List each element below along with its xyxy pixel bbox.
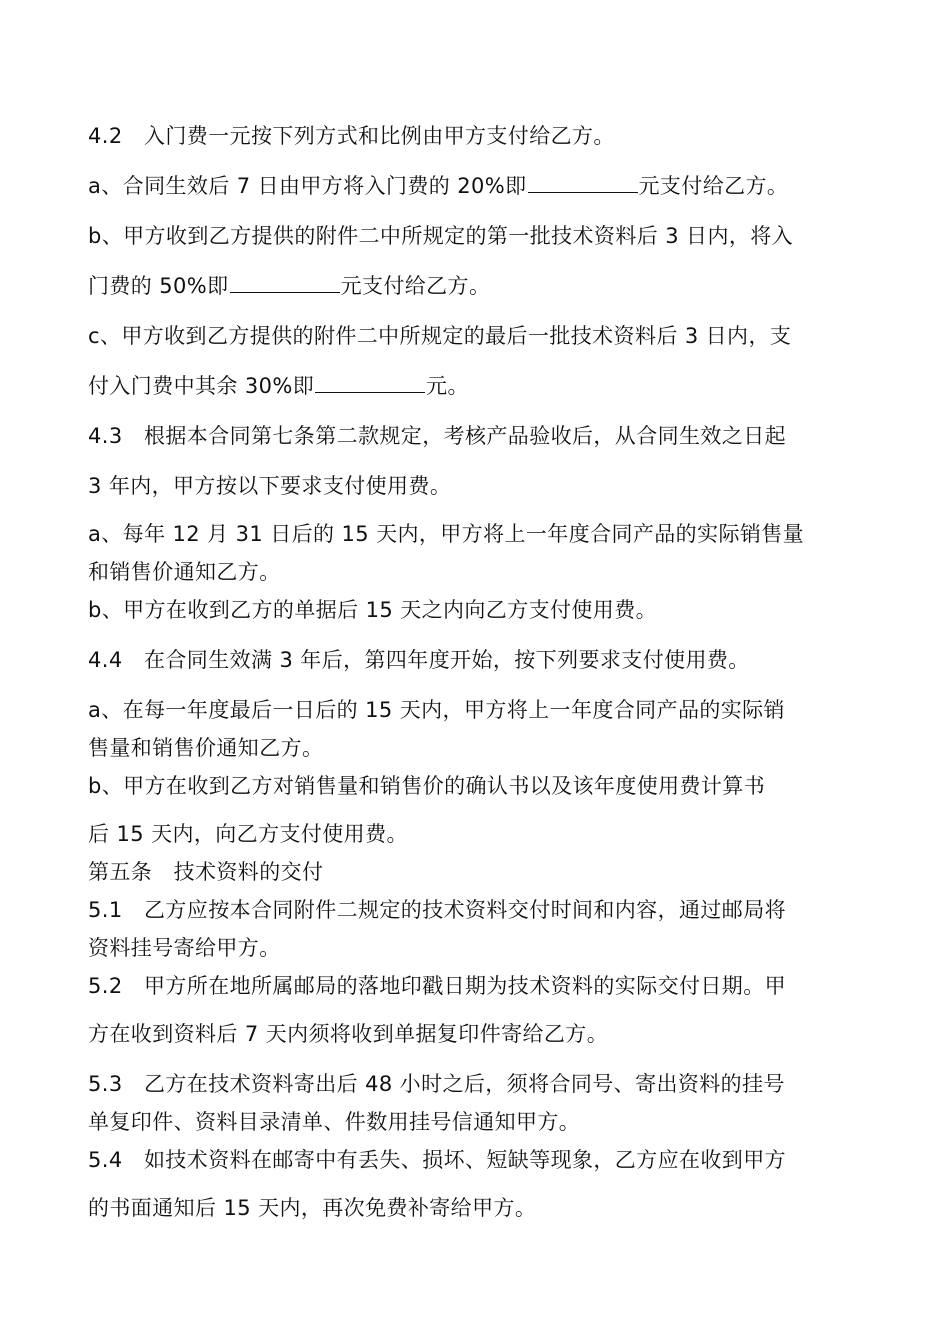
- clause-4-4-line-1: 4.4 在合同生效满 3 年后，第四年度开始，按下列要求支付使用费。: [88, 648, 750, 672]
- clause-4-2-line-1: 4.2 入门费一元按下列方式和比例由甲方支付给乙方。: [88, 124, 615, 148]
- clause-4-3-b-line-1: b、甲方在收到乙方的单据后 15 天之内向乙方支付使用费。: [88, 598, 657, 622]
- clause-4-3-line-1: 4.3 根据本合同第七条第二款规定，考核产品验收后，从合同生效之日起: [88, 424, 786, 448]
- clause-5-2-line-2: 方在收到资料后 7 天内须将收到单据复印件寄给乙方。: [88, 1022, 609, 1046]
- clause-5-3-line-2: 单复印件、资料目录清单、件数用挂号信通知甲方。: [88, 1110, 581, 1134]
- clause-text: 元支付给乙方。: [340, 274, 491, 298]
- clause-text: 付入门费中其余 30%即: [88, 374, 315, 398]
- amount-blank-20-percent[interactable]: [528, 172, 638, 193]
- article-5-title: 第五条 技术资料的交付: [88, 860, 324, 884]
- clause-5-1-line-1: 5.1 乙方应按本合同附件二规定的技术资料交付时间和内容，通过邮局将: [88, 898, 786, 922]
- clause-text: 门费的 50%即: [88, 274, 229, 298]
- clause-5-1-line-2: 资料挂号寄给甲方。: [88, 936, 281, 960]
- clause-4-2-b-line-2: [88, 272, 490, 300]
- clause-text: a、合同生效后 7 日由甲方将入门费的 20%即: [88, 174, 527, 198]
- clause-4-4-b-line-1: b、甲方在收到乙方对销售量和销售价的确认书以及该年度使用费计算书: [88, 774, 766, 798]
- clause-4-4-a-line-2: 售量和销售价通知乙方。: [88, 736, 324, 760]
- clause-4-2-c-line-2: [88, 372, 469, 400]
- clause-4-3-line-2: 3 年内，甲方按以下要求支付使用费。: [88, 474, 452, 498]
- clause-5-4-line-2: 的书面通知后 15 天内，再次免费补寄给甲方。: [88, 1196, 537, 1220]
- amount-blank-50-percent[interactable]: [230, 272, 340, 293]
- clause-4-2-c-line-1: c、甲方收到乙方提供的附件二中所规定的最后一批技术资料后 3 日内，支: [88, 324, 792, 348]
- clause-text: 元。: [426, 374, 469, 398]
- clause-5-3-line-1: 5.3 乙方在技术资料寄出后 48 小时之后，须将合同号、寄出资料的挂号: [88, 1072, 785, 1096]
- clause-4-3-a-line-2: 和销售价通知乙方。: [88, 560, 281, 584]
- clause-4-4-b-line-2: 后 15 天内，向乙方支付使用费。: [88, 822, 408, 846]
- clause-4-4-a-line-1: a、在每一年度最后一日后的 15 天内，甲方将上一年度合同产品的实际销: [88, 698, 785, 722]
- clause-text: 元支付给乙方。: [638, 174, 789, 198]
- clause-5-4-line-1: 5.4 如技术资料在邮寄中有丢失、损坏、短缺等现象，乙方应在收到甲方: [88, 1148, 786, 1172]
- clause-4-2-b-line-1: b、甲方收到乙方提供的附件二中所规定的第一批技术资料后 3 日内，将入: [88, 224, 794, 248]
- amount-blank-30-percent[interactable]: [315, 372, 425, 393]
- clause-5-2-line-1: 5.2 甲方所在地所属邮局的落地印戳日期为技术资料的实际交付日期。甲: [88, 974, 786, 998]
- clause-4-3-a-line-1: a、每年 12 月 31 日后的 15 天内，甲方将上一年度合同产品的实际销售量: [88, 522, 805, 546]
- clause-4-2-a-line-1: [88, 172, 788, 200]
